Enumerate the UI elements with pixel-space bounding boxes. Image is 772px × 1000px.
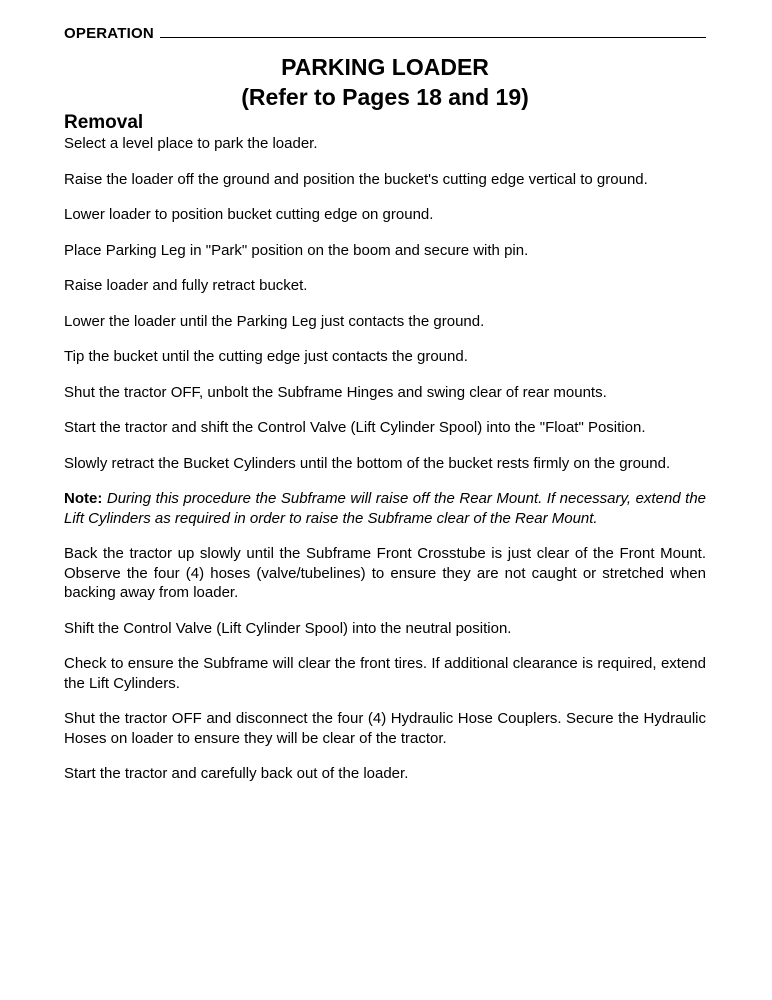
paragraph: Back the tractor up slowly until the Subframe Front Crosstube is just clear of the Front Mount. Observe the four (4) hoses (valve/tubelines) to ensure they are not caught or stretched when backing away from loader. bbox=[64, 545, 706, 601]
page-title: PARKING LOADER bbox=[281, 54, 489, 80]
page-subtitle: (Refer to Pages 18 and 19) bbox=[241, 84, 529, 110]
paragraph: Shut the tractor OFF, unbolt the Subframe Hinges and swing clear of rear mounts. bbox=[64, 383, 607, 401]
paragraph: Raise the loader off the ground and position the bucket's cutting edge vertical to ground. bbox=[64, 170, 648, 188]
paragraph: Lower the loader until the Parking Leg just contacts the ground. bbox=[64, 312, 485, 330]
section-title: Removal bbox=[64, 112, 144, 133]
header-rule bbox=[160, 37, 706, 38]
paragraph: Start the tractor and carefully back out of the loader. bbox=[64, 765, 409, 782]
paragraph: Shut the tractor OFF and disconnect the four (4) Hydraulic Hose Couplers. Secure the Hydraulic Hoses on loader to ensure they will be clear of the tractor. bbox=[64, 710, 706, 747]
paragraph: Start the tractor and shift the Control Valve (Lift Cylinder Spool) into the "Float" Position. bbox=[64, 419, 646, 436]
paragraph: Select a level place to park the loader. bbox=[64, 135, 318, 152]
paragraph: Lower loader to position bucket cutting edge on ground. bbox=[64, 206, 434, 223]
paragraph: Place Parking Leg in "Park" position on the boom and secure with pin. bbox=[64, 241, 529, 259]
paragraph: Slowly retract the Bucket Cylinders until the bottom of the bucket rests firmly on the ground. bbox=[64, 454, 671, 472]
note-label: Note: bbox=[64, 490, 103, 507]
body-text bbox=[64, 134, 706, 784]
paragraph: Check to ensure the Subframe will clear the front tires. If additional clearance is required, extend the Lift Cylinders. bbox=[64, 655, 706, 692]
document-page bbox=[64, 22, 706, 800]
paragraph: Shift the Control Valve (Lift Cylinder Spool) into the neutral position. bbox=[64, 619, 512, 637]
paragraph: Raise loader and fully retract bucket. bbox=[64, 277, 308, 294]
header-label: OPERATION bbox=[64, 24, 154, 42]
paragraph: Tip the bucket until the cutting edge just contacts the ground. bbox=[64, 348, 468, 365]
page-header bbox=[64, 22, 706, 44]
note-paragraph bbox=[64, 489, 706, 528]
note-text: During this procedure the Subframe will raise off the Rear Mount. If necessary, extend the Lift Cylinders as required in order to raise the Subframe clear of the Rear Mount. bbox=[64, 490, 707, 527]
